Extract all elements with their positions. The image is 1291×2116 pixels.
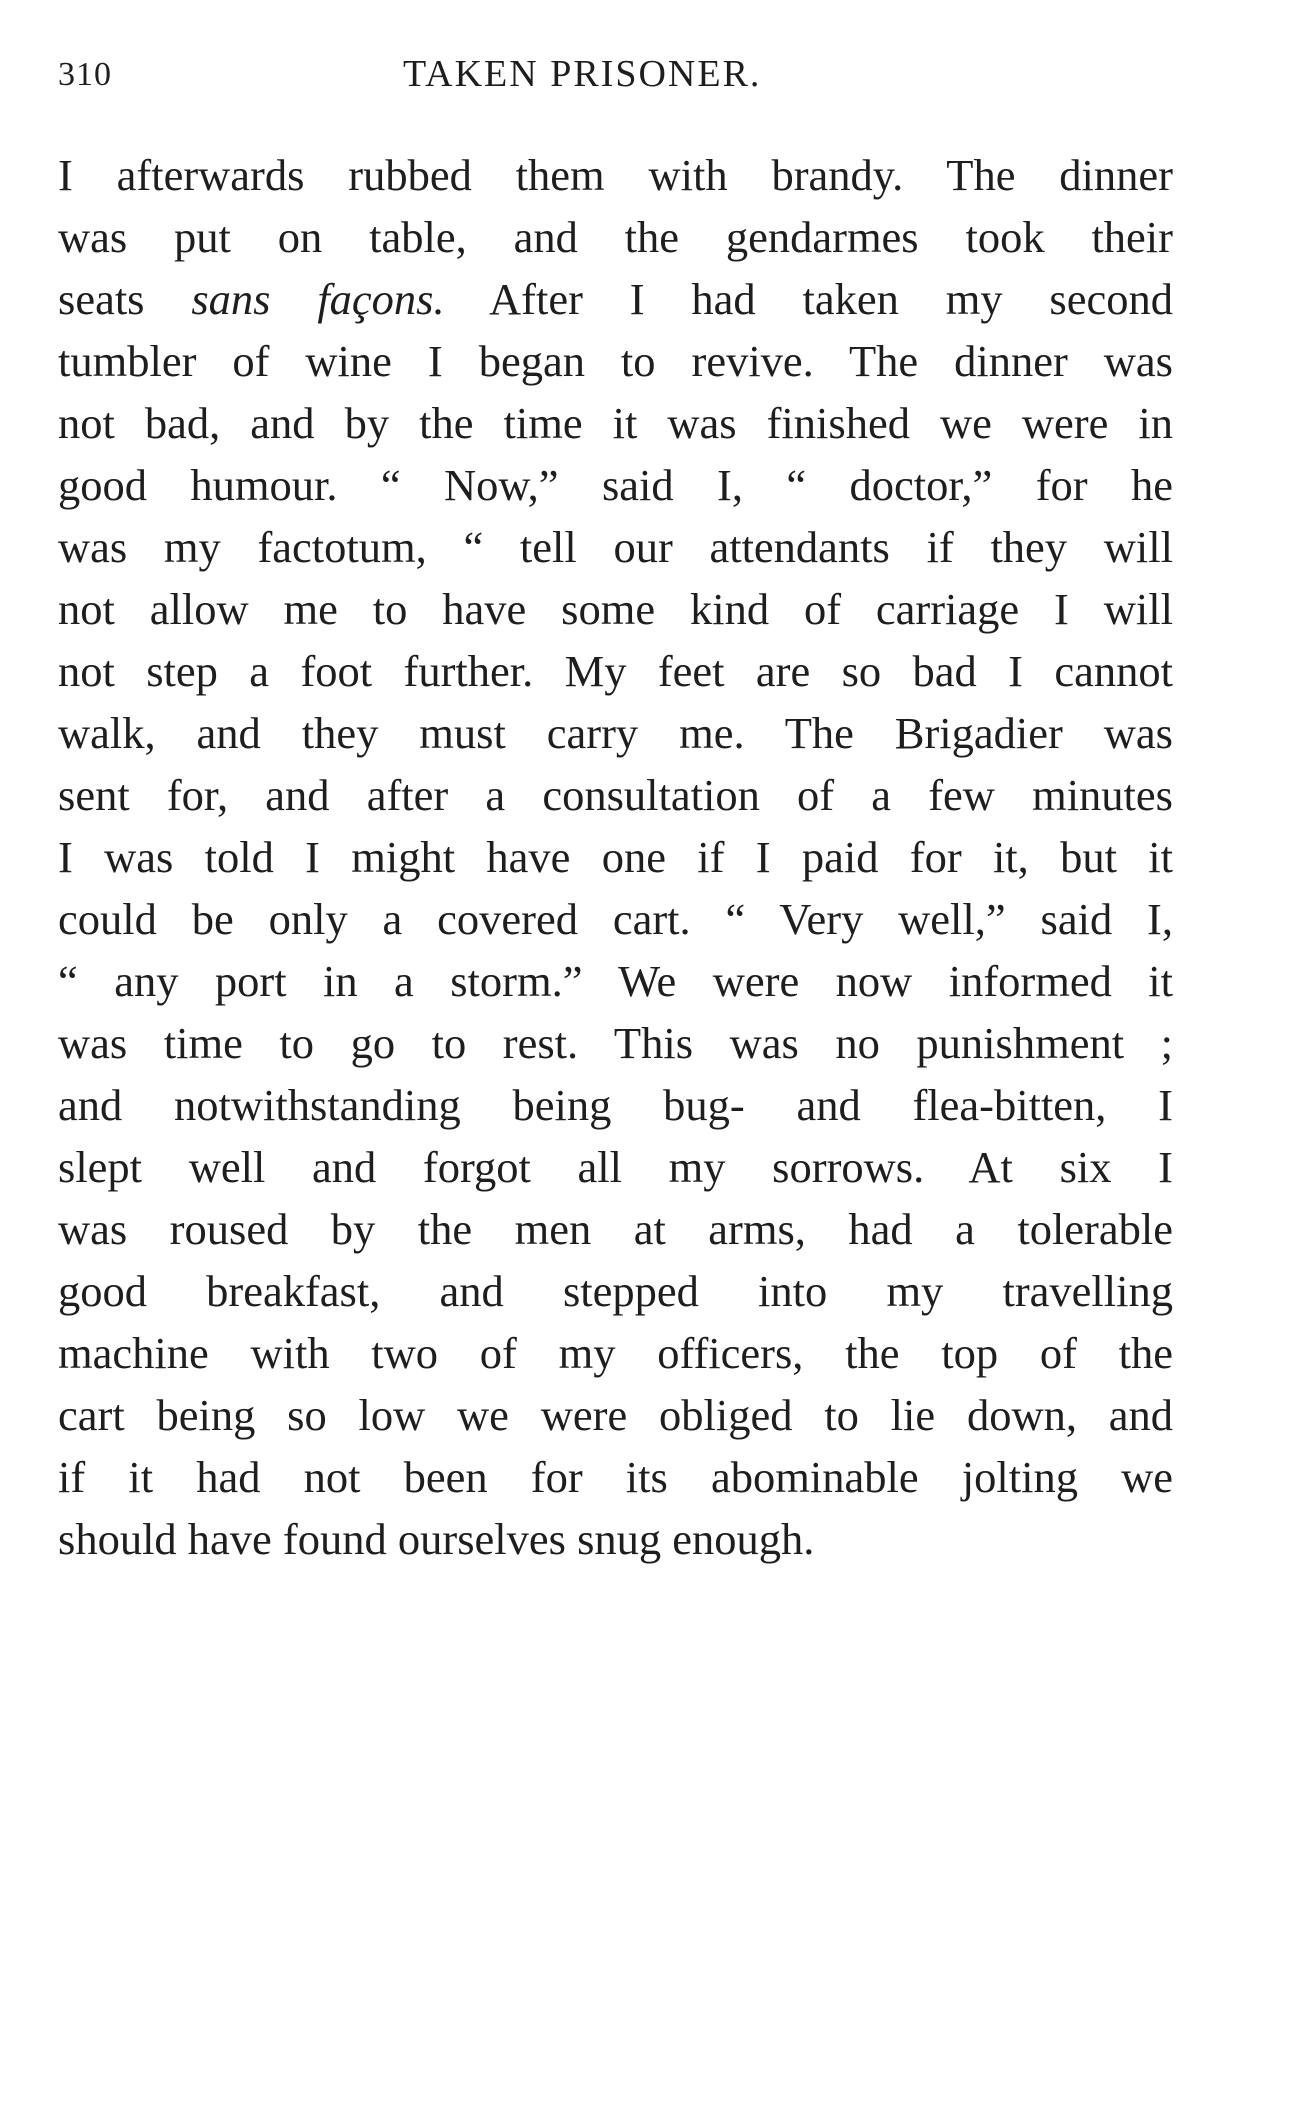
text-line-6: good humour. “ Now,” said I, “ doctor,” for he: [58, 460, 1173, 510]
text-line-12: I was told I might have one if I paid for it, but it: [58, 832, 1173, 882]
text-line-4: tumbler of wine I began to revive. The dinner was: [58, 336, 1173, 386]
text-line-3: [58, 268, 1173, 330]
text-line-1: I afterwards rubbed them with brandy. The dinner: [58, 150, 1173, 200]
text-line-3-end: After I had taken my second: [444, 274, 1173, 324]
text-line-10: walk, and they must carry me. The Brigadier was: [58, 708, 1173, 758]
text-line-3-start: seats: [58, 274, 192, 324]
text-line-18: was roused by the men at arms, had a tolerable: [58, 1204, 1173, 1254]
text-line-14: “ any port in a storm.” We were now informed it: [58, 956, 1173, 1006]
text-line-19: good breakfast, and stepped into my travelling: [58, 1266, 1173, 1316]
text-line-13: could be only a covered cart. “ Very well,” said I,: [58, 894, 1173, 944]
text-line-20: machine with two of my officers, the top of the: [58, 1328, 1173, 1378]
text-line-23: should have found ourselves snug enough.: [58, 1514, 815, 1564]
text-line-9: not step a foot further. My feet are so bad I cannot: [58, 646, 1173, 696]
running-head: [58, 52, 1173, 102]
text-line-8: not allow me to have some kind of carriage I will: [58, 584, 1173, 634]
text-line-2: was put on table, and the gendarmes took their: [58, 212, 1173, 262]
text-line-21: cart being so low we were obliged to lie down, and: [58, 1390, 1173, 1440]
text-line-5: not bad, and by the time it was finished we were in: [58, 398, 1173, 448]
text-line-17: slept well and forgot all my sorrows. At six I: [58, 1142, 1173, 1192]
page-number: 310: [58, 56, 112, 93]
text-line-15: was time to go to rest. This was no punishment ;: [58, 1018, 1173, 1068]
italic-phrase: sans façons.: [191, 274, 445, 324]
running-title: TAKEN PRISONER.: [403, 53, 762, 95]
text-line-22: if it had not been for its abominable jolting we: [58, 1452, 1173, 1502]
text-line-11: sent for, and after a consultation of a few minutes: [58, 770, 1173, 820]
body-text: [58, 144, 1173, 1570]
text-line-16: and notwithstanding being bug- and flea-bitten, I: [58, 1080, 1173, 1130]
text-line-7: was my factotum, “ tell our attendants if they will: [58, 522, 1173, 572]
